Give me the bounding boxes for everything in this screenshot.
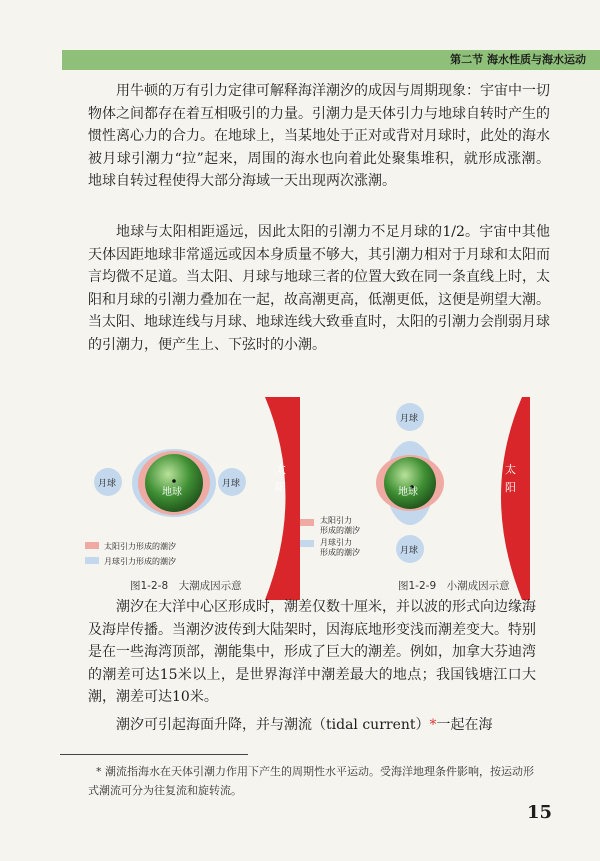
paragraph-1: 用牛顿的万有引力定律可解释海洋潮汐的成因与周期现象：宇宙中一切物体之间都存在着互相吸引的力量。引潮力是天体引力与地球自转时产生的惯性离心力的合力。在地球上，当某地处于正对或背对月球时，此处的海水被月球引潮力“拉”起来，周围的海水也向着此处聚集堆积，就形成涨潮。地球自转过程使得大部分海域一天出现两次涨潮。 bbox=[88, 83, 550, 190]
svg-text:形成的潮汐: 形成的潮汐 bbox=[320, 548, 360, 557]
section-title: 第二节 海水性质与海水运动 bbox=[450, 53, 586, 66]
sun-shape bbox=[265, 397, 300, 600]
sun-label: 太 bbox=[275, 463, 286, 476]
footnote-rule bbox=[60, 754, 248, 755]
moon-label: 月球 bbox=[222, 479, 241, 489]
moon-label: 月球 bbox=[400, 414, 419, 424]
legend-moon-swatch bbox=[85, 557, 99, 564]
footnote: * 潮流指海水在天体引潮力作用下产生的周期性水平运动。受海洋地理条件影响，按运动形式潮流可分为往复流和旋转流。 bbox=[88, 765, 534, 797]
legend-sun-swatch bbox=[85, 542, 99, 549]
footnote-marker: * bbox=[429, 717, 437, 733]
page-number: 15 bbox=[526, 802, 552, 823]
figure-1-caption: 图1-2-8 大潮成因示意 bbox=[130, 580, 242, 592]
legend-moon-text: 月球引力 bbox=[320, 538, 352, 547]
legend-moon-text: 月球引力形成的潮汐 bbox=[104, 557, 176, 566]
earth-label: 地球 bbox=[398, 487, 418, 498]
earth-label: 地球 bbox=[162, 487, 182, 498]
legend-moon-swatch bbox=[300, 540, 314, 547]
svg-text:阳: 阳 bbox=[505, 481, 516, 494]
svg-text:阳: 阳 bbox=[275, 481, 286, 494]
sun-shape bbox=[501, 397, 530, 600]
paragraph-3: 潮汐在大洋中心区形成时，潮差仅数十厘米，并以波的形式向边缘海及海岸传播。当潮汐波传到大陆架时，因海底地形变浅而潮差变大。特别是在一些海湾顶部，潮能集中，形成了巨大的潮差。例如，加拿大芬迪湾的潮差可达15米以上，是世界海洋中潮差最大的地点；我国钱塘江口大潮，潮差可达10米。 bbox=[88, 599, 536, 706]
earth-icon bbox=[384, 457, 436, 509]
moon-label: 月球 bbox=[400, 546, 419, 556]
neap-tide-figure bbox=[300, 395, 530, 605]
legend-sun-swatch bbox=[300, 519, 314, 526]
sun-label: 太 bbox=[505, 463, 516, 476]
paragraph-4: 潮汐可引起海面升降，并与潮流（tidal current）*一起在海 bbox=[116, 717, 493, 733]
figure-2-caption: 图1-2-9 小潮成因示意 bbox=[398, 580, 510, 592]
moon-label: 月球 bbox=[98, 479, 117, 489]
legend-sun-text: 太阳引力形成的潮汐 bbox=[104, 542, 176, 551]
spring-tide-figure bbox=[70, 395, 300, 605]
svg-text:形成的潮汐: 形成的潮汐 bbox=[320, 526, 360, 535]
paragraph-2: 地球与太阳相距遥远，因此太阳的引潮力不足月球的1/2。宇宙中其他天体因距地球非常遥远或因本身质量不够大，其引潮力相对于月球和太阳而言均微不足道。当太阳、月球与地球三者的位置大致在同一条直线上时，太阳和月球的引潮力叠加在一起，故高潮更高，低潮更低，这便是朔望大潮。当太阳、地球连线与月球、地球连线大致垂直时，太阳的引潮力会削弱月球的引潮力，便产生上、下弦时的小潮。 bbox=[88, 224, 550, 353]
legend-sun-text: 太阳引力 bbox=[320, 516, 352, 525]
earth-icon bbox=[145, 454, 203, 512]
